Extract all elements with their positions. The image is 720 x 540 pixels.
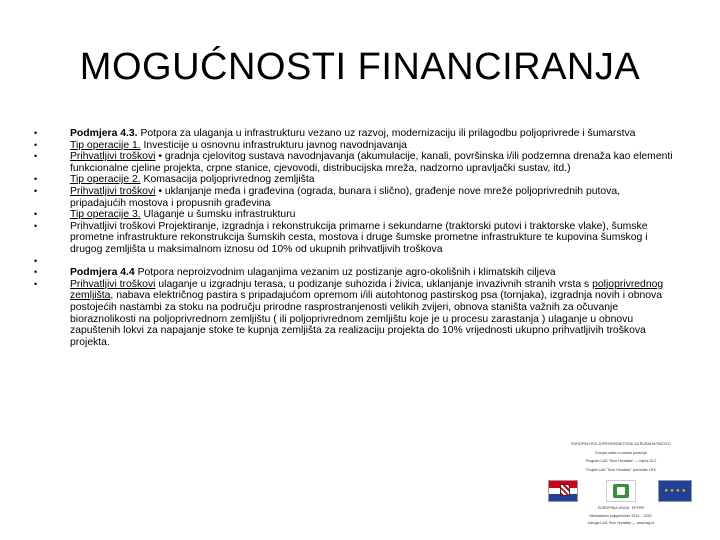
logo-text-line: Program LAG "Srce Hrvatske" — mjera 19.2 — [585, 459, 657, 464]
eu-flag-icon: ★ ★ ★ ★ — [658, 480, 692, 502]
bullet-item — [34, 151, 674, 174]
bullet-icon: • — [34, 267, 38, 278]
item-text: Komasacija poljoprivrednog zemljišta — [140, 174, 315, 186]
bullet-icon: • — [34, 278, 38, 289]
item-text: Potpora neproizvodnim ulaganjima vezanim uz postizanje agro-okolišnih i klimatskih ciljeva — [134, 267, 556, 279]
leader-logo-icon — [606, 480, 636, 502]
logo-text-line: Projekt LAG "Srce Hrvatske" provedbe LRS — [586, 467, 656, 472]
underlined-label: Prihvatljivi troškovi — [70, 185, 156, 197]
bullet-item — [34, 256, 674, 268]
bullet-icon: • — [34, 220, 38, 231]
item-text: Potpora za ulaganja u infrastrukturu vezano uz razvoj, modernizaciju ili prilagodbu poljoprivrede i šumarstva — [137, 128, 636, 139]
bullet-item — [34, 267, 674, 279]
item-text: Ulaganje u šumsku infrastrukturu — [140, 209, 296, 221]
underlined-label: Tip operacije 3. — [70, 209, 141, 221]
bullet-icon: • — [34, 174, 38, 185]
content-list — [34, 128, 674, 348]
funding-logo-block — [548, 442, 694, 534]
bullet-item — [34, 209, 674, 221]
bullet-icon: • — [34, 151, 38, 162]
logo-text-line: EUROPSKI POLJOPRIVREDNI FOND ZA RURALNI RAZVOJ — [571, 442, 671, 446]
bullet-item — [34, 174, 674, 186]
logo-footer-line: Ministarstvo poljoprivrede 2014. - 2020. — [589, 513, 653, 518]
section-heading: Podmjera 4.4 — [70, 267, 135, 279]
bullet-icon: • — [34, 255, 38, 266]
bullet-icon: • — [34, 185, 38, 196]
bullet-item — [34, 186, 674, 209]
bullet-item — [34, 221, 674, 256]
bullet-icon: • — [34, 128, 38, 138]
flags-row — [548, 480, 694, 504]
page-title: MOGUĆNOSTI FINANCIRANJA — [79, 46, 641, 88]
logo-footer-line: EUROPSKA UNIJA · EPFRR — [597, 506, 645, 510]
underlined-label: Tip operacije 2. — [70, 174, 141, 186]
section-heading: Podmjera 4.3. — [70, 128, 138, 139]
logo-text-line: Europa ulaže u ruralna područja — [595, 450, 647, 455]
logo-footer-line: Udruga LAG Srce Hrvatske — www.lag.hr — [587, 521, 655, 526]
bullet-item — [34, 128, 674, 140]
bullet-item — [34, 279, 674, 349]
bullet-icon: • — [34, 209, 38, 220]
bullet-icon: • — [34, 139, 38, 150]
underlined-label: Tip operacije 1. — [70, 139, 141, 151]
item-text: Investicije u osnovnu infrastrukturu javnog navodnjavanja — [140, 139, 407, 151]
croatia-flag-icon — [548, 480, 578, 502]
underlined-label: Prihvatljivi troškovi — [70, 278, 156, 290]
item-text: , nabava električnog pastira s pripadajućom opremom i/ili autohtonog pastirskog psa (tornjaka), izgradnja novih i obnova postojećih nastambi za stoku na području prirodne rasprostranjenosti velikih zvijeri, obnova staništa važnih za očuvanje bioraznolikosti na poljoprivrednom zemljištu ( ili poljoprivrednom zemljištu koje je u procesu zarastanja ) ulaganje u obnovu zapuštenih lokvi za napajanje stoke te kupnja zemljišta za realizaciju projekta do 10% vrijednosti ukupno prihvatljivih troškova projekta. — [70, 290, 663, 348]
item-text: ulaganje u izgradnju terasa, u podizanje suhozida i živica, uklanjanje invazivnih stranih vrsta s — [155, 278, 593, 290]
item-text: • uklanjanje međa i građevina (ograda, bunara i slično), građenje nove mreže poljoprivrednih putova, pripadajućih mostova i propusnih građevina — [70, 185, 621, 209]
item-text: Prihvatljivi troškovi Projektiranje, izgradnja i rekonstrukcija primarne i sekundarne (traktorski putovi i traktorske vlake), šumske prometne infrastrukture rekonstrukcija šumskih cesta, mostova i druge šumske prometne infrastrukture te kupovina šumskog i drugog zemljišta u maksimalnom iznosu od 10% od ukupnih prihvatljivih troškova — [70, 220, 648, 255]
bullet-item — [34, 140, 674, 152]
item-text: • gradnja cjelovitog sustava navodnjavanja (akumulacije, kanali, površinska i/ili podzemna drenaža kao elementi funkcionalne cjeline projekta, crpne stanice, cjevovodi, distribucijska mreža, nadzorno upravljački sustav, itd.) — [70, 151, 673, 174]
underlined-label: poljoprivrednog zemljišta — [70, 278, 664, 302]
underlined-label: Prihvatljivi troškovi — [70, 151, 156, 163]
